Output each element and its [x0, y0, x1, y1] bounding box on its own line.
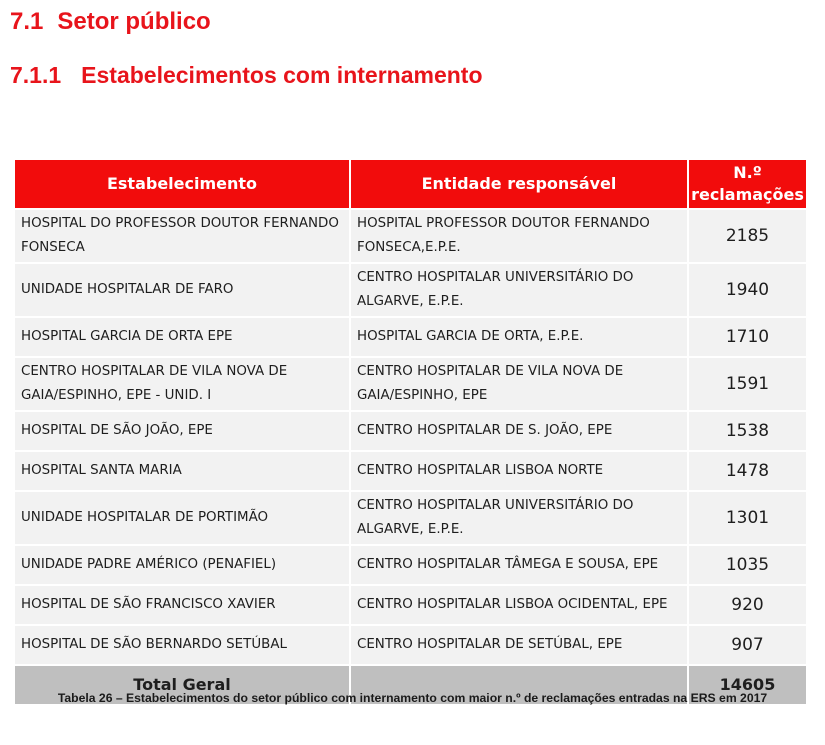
subsection-heading: [10, 62, 483, 89]
cell-reclamacoes: 1301: [689, 492, 806, 544]
cell-entidade: CENTRO HOSPITALAR UNIVERSITÁRIO DO ALGARVE, E.P.E.: [351, 492, 687, 544]
total-value: 14605: [689, 666, 806, 704]
table-row: [15, 452, 806, 490]
cell-estabelecimento: HOSPITAL GARCIA DE ORTA EPE: [15, 318, 349, 356]
cell-estabelecimento: UNIDADE HOSPITALAR DE PORTIMÃO: [15, 492, 349, 544]
cell-entidade: CENTRO HOSPITALAR UNIVERSITÁRIO DO ALGARVE, E.P.E.: [351, 264, 687, 316]
cell-reclamacoes: 920: [689, 586, 806, 624]
table-header-row: [15, 160, 806, 208]
cell-estabelecimento: CENTRO HOSPITALAR DE VILA NOVA DE GAIA/ESPINHO, EPE - UNID. I: [15, 358, 349, 410]
cell-estabelecimento: HOSPITAL DE SÃO FRANCISCO XAVIER: [15, 586, 349, 624]
cell-estabelecimento: HOSPITAL DE SÃO JOÃO, EPE: [15, 412, 349, 450]
cell-reclamacoes: 2185: [689, 210, 806, 262]
column-header-estabelecimento: Estabelecimento: [15, 160, 349, 208]
cell-reclamacoes: 907: [689, 626, 806, 664]
cell-entidade: CENTRO HOSPITALAR DE S. JOÃO, EPE: [351, 412, 687, 450]
table-row: [15, 586, 806, 624]
table-row: [15, 492, 806, 544]
section-heading: [10, 8, 211, 36]
table-row: [15, 412, 806, 450]
cell-reclamacoes: 1710: [689, 318, 806, 356]
cell-entidade: HOSPITAL GARCIA DE ORTA, E.P.E.: [351, 318, 687, 356]
cell-estabelecimento: UNIDADE HOSPITALAR DE FARO: [15, 264, 349, 316]
table-row: [15, 546, 806, 584]
cell-estabelecimento: UNIDADE PADRE AMÉRICO (PENAFIEL): [15, 546, 349, 584]
cell-reclamacoes: 1478: [689, 452, 806, 490]
cell-estabelecimento: HOSPITAL DO PROFESSOR DOUTOR FERNANDO FONSECA: [15, 210, 349, 262]
cell-reclamacoes: 1591: [689, 358, 806, 410]
section-number: 7.1: [10, 8, 44, 35]
table-row: [15, 264, 806, 316]
cell-entidade: CENTRO HOSPITALAR TÂMEGA E SOUSA, EPE: [351, 546, 687, 584]
section-title: Setor público: [57, 8, 211, 35]
table-row: [15, 358, 806, 410]
cell-entidade: CENTRO HOSPITALAR DE SETÚBAL, EPE: [351, 626, 687, 664]
cell-entidade: CENTRO HOSPITALAR LISBOA OCIDENTAL, EPE: [351, 586, 687, 624]
cell-entidade: HOSPITAL PROFESSOR DOUTOR FERNANDO FONSECA,E.P.E.: [351, 210, 687, 262]
complaints-table: [13, 158, 808, 706]
column-header-entidade: Entidade responsável: [351, 160, 687, 208]
cell-reclamacoes: 1538: [689, 412, 806, 450]
cell-reclamacoes: 1940: [689, 264, 806, 316]
table-row: [15, 210, 806, 262]
cell-estabelecimento: HOSPITAL DE SÃO BERNARDO SETÚBAL: [15, 626, 349, 664]
subsection-title: Estabelecimentos com internamento: [81, 62, 483, 88]
cell-estabelecimento: HOSPITAL SANTA MARIA: [15, 452, 349, 490]
table-caption: Tabela 26 – Estabelecimentos do setor público com internamento com maior n.º de reclamações entradas na ERS em 2017: [57, 691, 768, 705]
subsection-number: 7.1.1: [10, 62, 62, 88]
cell-entidade: CENTRO HOSPITALAR LISBOA NORTE: [351, 452, 687, 490]
table-row: [15, 318, 806, 356]
column-header-reclamacoes: N.º reclamações: [689, 160, 806, 208]
cell-reclamacoes: 1035: [689, 546, 806, 584]
cell-entidade: CENTRO HOSPITALAR DE VILA NOVA DE GAIA/ESPINHO, EPE: [351, 358, 687, 410]
table-row: [15, 626, 806, 664]
total-label: Total Geral: [15, 666, 349, 704]
